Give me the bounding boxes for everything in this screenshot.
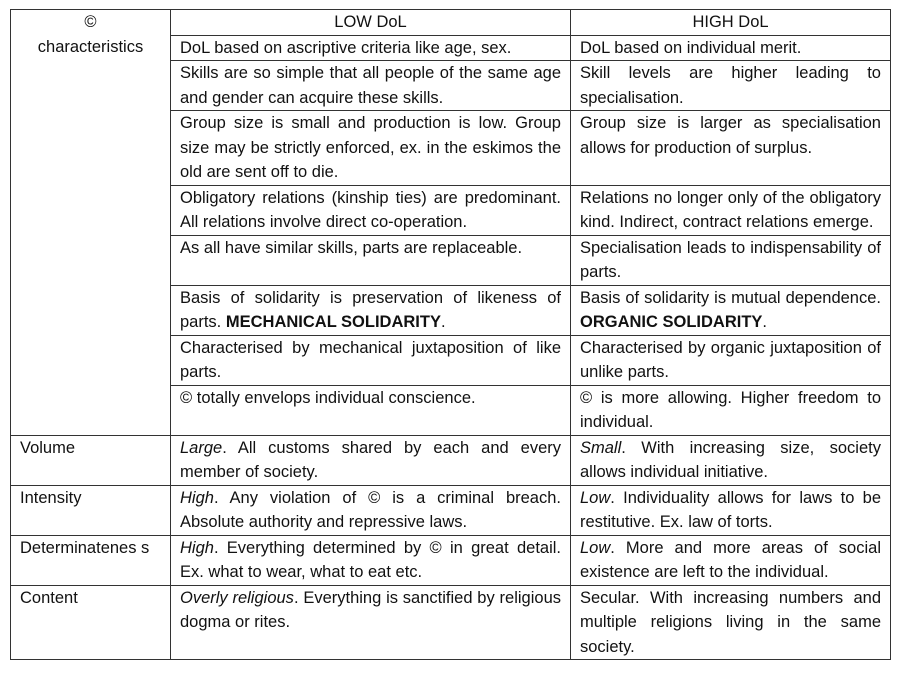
- table-row: [11, 585, 891, 660]
- low-dol-cell: As all have similar skills, parts are replaceable.: [171, 235, 571, 285]
- high-dol-header: HIGH DoL: [571, 10, 891, 36]
- cell-text: Basis of solidarity is preservation of likeness of parts.: [180, 288, 561, 331]
- cell-italic: High: [180, 488, 214, 507]
- high-dol-cell: Group size is larger as specialisation allows for production of surplus.: [571, 111, 891, 186]
- cell-text: . More and more areas of social existence are left to the individual.: [580, 538, 881, 581]
- mechanical-solidarity-term: MECHANICAL SOLIDARITY: [225, 313, 441, 331]
- low-dol-cell: Skills are so simple that all people of the same age and gender can acquire these skills.: [171, 61, 571, 111]
- table-row: [11, 435, 891, 485]
- cell-italic: Low: [580, 488, 611, 507]
- high-dol-cell: Specialisation leads to indispensability of parts.: [571, 235, 891, 285]
- cell-text: .: [762, 313, 768, 331]
- high-dol-cell: Characterised by organic juxtaposition of unlike parts.: [571, 335, 891, 385]
- low-dol-cell: Obligatory relations (kinship ties) are predominant. All relations involve direct co-operation.: [171, 185, 571, 235]
- cell-text: . Individuality allows for laws to be restitutive. Ex. law of torts.: [580, 488, 881, 531]
- low-dol-cell: [171, 485, 571, 535]
- cell-italic: High: [180, 538, 214, 557]
- row-label-volume: Volume: [11, 435, 171, 485]
- row-label-determinateness: Determinatenes s: [11, 535, 171, 585]
- characteristics-label: characteristics: [37, 37, 144, 56]
- copyright-symbol: ©: [84, 13, 97, 31]
- cell-italic: Small: [580, 438, 622, 457]
- cell-italic: Low: [580, 538, 611, 557]
- high-dol-cell: © is more allowing. Higher freedom to individual.: [571, 385, 891, 435]
- high-dol-cell: Secular. With increasing numbers and multiple religions living in the same society.: [571, 585, 891, 660]
- high-dol-cell: Skill levels are higher leading to specialisation.: [571, 61, 891, 111]
- high-dol-cell: [571, 485, 891, 535]
- cell-text: .: [440, 313, 446, 331]
- table-row: [11, 485, 891, 535]
- dol-comparison-table: [10, 9, 891, 660]
- low-dol-cell: [171, 535, 571, 585]
- cell-text: Basis of solidarity is mutual dependence.: [580, 288, 881, 307]
- high-dol-cell: [571, 535, 891, 585]
- low-dol-cell: DoL based on ascriptive criteria like age, sex.: [171, 35, 571, 61]
- cell-text: . All customs shared by each and every member of society.: [180, 438, 561, 481]
- high-dol-cell: [571, 435, 891, 485]
- low-dol-cell: [171, 435, 571, 485]
- low-dol-cell: [171, 285, 571, 335]
- cell-text: . Everything is sanctified by religious dogma or rites.: [180, 588, 561, 631]
- high-dol-cell: DoL based on individual merit.: [571, 35, 891, 61]
- row-label-intensity: Intensity: [11, 485, 171, 535]
- header-row: [11, 10, 891, 36]
- cell-text: . Any violation of © is a criminal breach. Absolute authority and repressive laws.: [180, 488, 561, 531]
- organic-solidarity-term: ORGANIC SOLIDARITY: [580, 313, 763, 331]
- row-label-content: Content: [11, 585, 171, 660]
- high-dol-cell: Relations no longer only of the obligatory kind. Indirect, contract relations emerge.: [571, 185, 891, 235]
- low-dol-cell: Characterised by mechanical juxtaposition of like parts.: [171, 335, 571, 385]
- low-dol-header: LOW DoL: [171, 10, 571, 36]
- cell-text: . Everything determined by © in great detail. Ex. what to wear, what to eat etc.: [180, 538, 561, 581]
- cell-italic: Large: [180, 438, 223, 457]
- table-row: [11, 535, 891, 585]
- cell-text: . With increasing size, society allows individual initiative.: [580, 438, 881, 481]
- characteristics-header-cell: [11, 10, 171, 436]
- low-dol-cell: [171, 585, 571, 660]
- cell-italic: Overly religious: [180, 588, 294, 607]
- low-dol-cell: © totally envelops individual conscience.: [171, 385, 571, 435]
- high-dol-cell: [571, 285, 891, 335]
- low-dol-cell: Group size is small and production is low. Group size may be strictly enforced, ex. in the eskimos the old are sent off to die.: [171, 111, 571, 186]
